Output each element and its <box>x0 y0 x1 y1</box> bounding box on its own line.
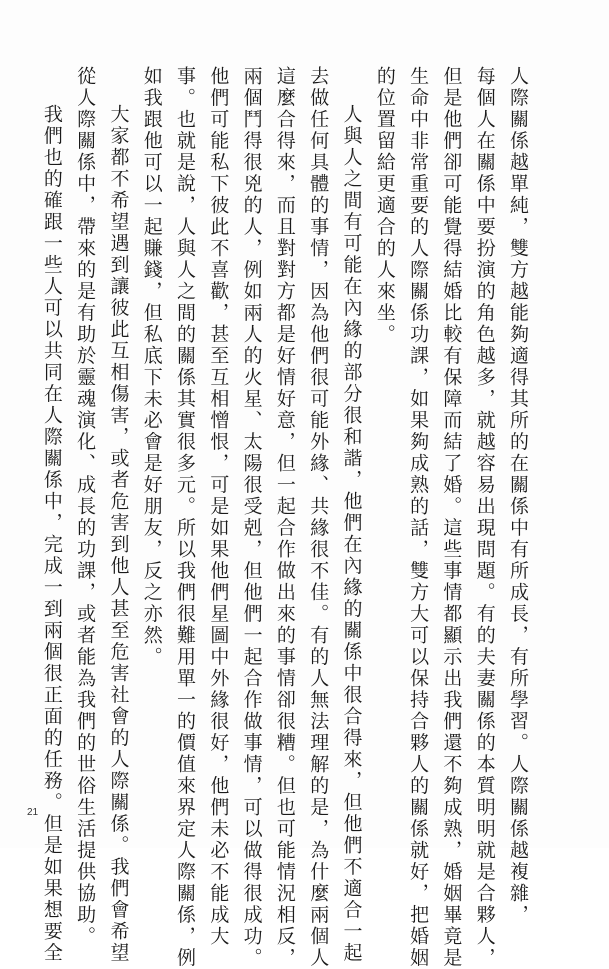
page-number: 21 <box>27 807 39 818</box>
text-column: 如我跟他可以一起賺錢，但私底下未必會是好朋友，反之亦然。 <box>140 66 163 668</box>
vertical-text-body <box>40 66 529 969</box>
paragraph-start-column: 我們也的確跟一些人可以共同在人際關係中，完成一到兩個很正面的任務。但是如果想要全 <box>40 104 63 964</box>
text-column: 去做任何具體的事情，因為他們很可能外緣、共緣很不佳。有的人無法理解的是，為什麼兩個人 <box>307 66 330 969</box>
text-column: 但是他們卻可能覺得結婚比較有保障而結了婚。這些事情都顯示出我們還不夠成熟，婚姻畢竟是 <box>440 66 463 969</box>
text-column: 兩個鬥得很兇的人，例如兩人的火星、太陽很受剋，但他們一起合作做事情，可以做得很成功。 <box>240 66 263 969</box>
text-column: 從人際關係中，帶來的是有助於靈魂演化、成長的功課，或者能為我們的世俗生活提供協助。 <box>74 66 97 948</box>
paragraph-start-column: 人與人之間有可能在內緣的部分很和諧，他們在內緣的關係中很合得來，但他們不適合一起 <box>340 104 363 964</box>
text-column: 這麼合得來，而且對對方都是好情好意，但一起合作做出來的事情卻很糟。但也可能情況相反， <box>273 66 296 969</box>
text-column: 每個人在關係中要扮演的角色越多，就越容易出現問題。有的夫妻關係的本質明明就是合夥人， <box>473 66 496 969</box>
text-column: 他們可能私下彼此不喜歡，甚至互相憎恨，可是如果他們星圖中外緣很好，他們未必不能成大 <box>207 66 230 948</box>
text-column: 生命中非常重要的人際關係功課，如果夠成熟的話，雙方大可以保持合夥人的關係就好，把婚姻 <box>407 66 430 969</box>
text-column: 的位置留給更適合的人來坐。 <box>373 66 396 346</box>
paragraph-start-column: 大家都不希望遇到讓彼此互相傷害，或者危害到他人甚至危害社會的人際關係。我們會希望 <box>107 104 130 964</box>
text-column: 人際關係越單純，雙方越能夠適得其所的在關係中有所成長，有所學習。人際關係越複雜， <box>507 66 529 926</box>
text-column: 事。也就是說，人與人之間的關係其實很多元。所以我們很難用單一的價值來界定人際關係，例 <box>174 66 197 969</box>
